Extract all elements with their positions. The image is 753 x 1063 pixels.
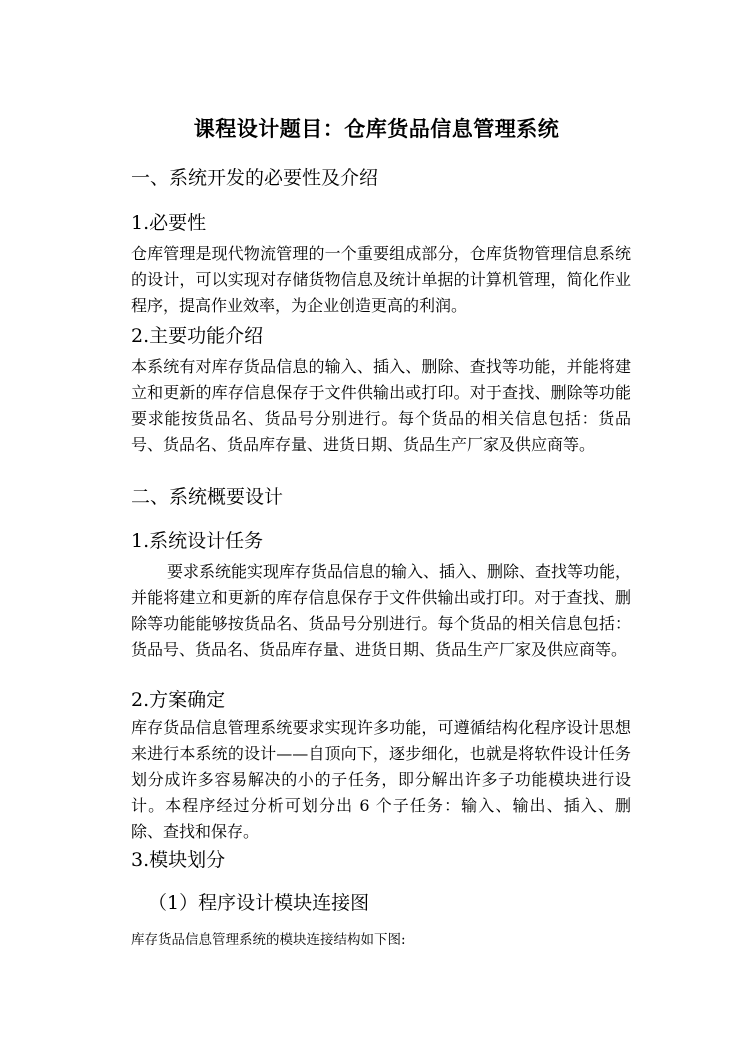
section-heading-1: 一、系统开发的必要性及介绍 <box>131 167 379 189</box>
subheading-module-division: 3.模块划分 <box>131 849 226 871</box>
paragraph-design-task: 要求系统能实现库存货品信息的输入、插入、删除、查找等功能，并能将建立和更新的库存信息保存于文件供输出或打印。对于查找、删除等功能能够按货品名、货品号分别进行。每个货品的相关信息包括：货品号、货品名、货品库存量、进货日期、货品生产厂家及供应商等。 <box>131 562 632 659</box>
subheading-module-diagram: （1）程序设计模块连接图 <box>148 892 370 914</box>
subheading-scheme: 2.方案确定 <box>131 689 226 711</box>
paragraph-necessity: 仓库管理是现代物流管理的一个重要组成部分，仓库货物管理信息系统的设计，可以实现对存储货物信息及统计单据的计算机管理，简化作业程序，提高作业效率，为企业创造更高的利润。 <box>131 244 631 315</box>
paragraph-scheme: 库存货品信息管理系统要求实现许多功能，可遵循结构化程序设计思想来进行本系统的设计——自顶向下，逐步细化，也就是将软件设计任务划分成许多容易解决的小的子任务，即分解出许多子功能模块进行设计。本程序经过分析可划分出 6 个子任务：输入、输出、插入、删除、查找和保存。 <box>131 718 631 841</box>
document-title: 课程设计题目：仓库货品信息管理系统 <box>193 116 560 141</box>
subheading-necessity: 1.必要性 <box>131 212 207 234</box>
subheading-design-task: 1.系统设计任务 <box>131 530 264 552</box>
section-heading-2: 二、系统概要设计 <box>131 486 284 508</box>
paragraph-main-functions: 本系统有对库存货品信息的输入、插入、删除、查找等功能，并能将建立和更新的库存信息保存于文件供输出或打印。对于查找、删除等功能要求能按货品名、货品号分别进行。每个货品的相关信息包括：货品号、货品名、货品库存量、进货日期、货品生产厂家及供应商等。 <box>131 357 631 454</box>
subheading-main-functions: 2.主要功能介绍 <box>131 325 264 347</box>
paragraph-module-diagram-caption: 库存货品信息管理系统的模块连接结构如下图: <box>131 932 406 948</box>
